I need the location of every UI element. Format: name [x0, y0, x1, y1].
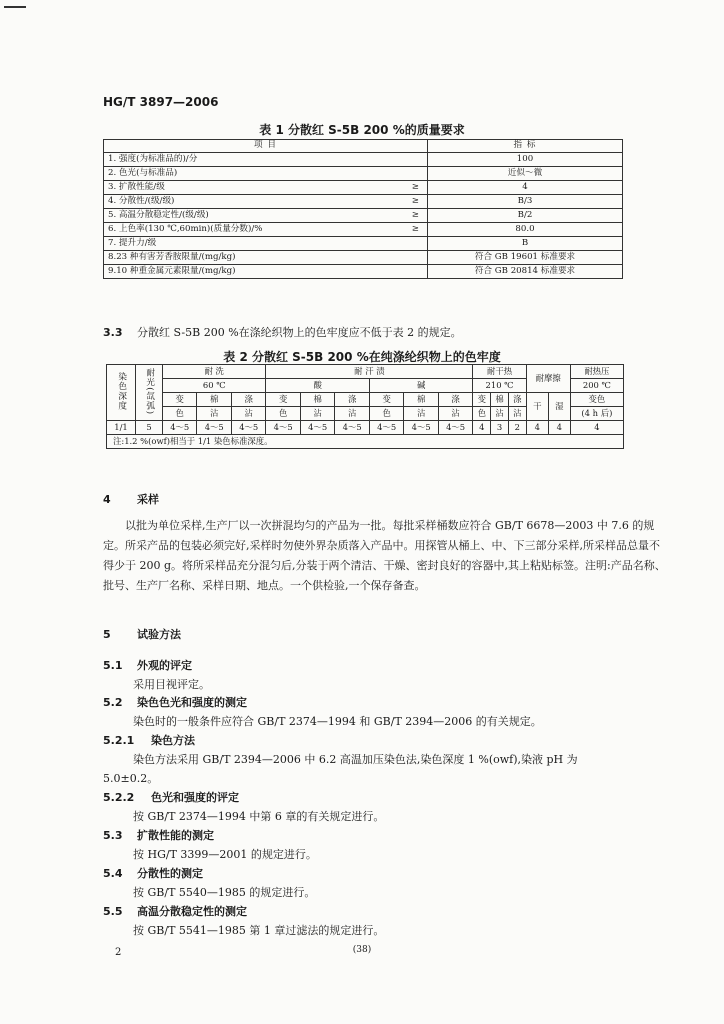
item-cell	[104, 195, 428, 209]
item-label: 5. 高温分散稳定性/(级/级)	[108, 209, 209, 220]
header-stain: 沾	[438, 407, 472, 421]
item-label: 2. 色光(与标准品)	[108, 167, 178, 178]
header-depth	[107, 365, 136, 421]
page-number: 2	[115, 947, 122, 958]
header-change: 变	[266, 393, 300, 407]
rub-cell: 4	[526, 421, 548, 435]
table-row	[104, 237, 623, 251]
header-depth-label: 染色深度	[116, 372, 127, 411]
header-stain: 沾	[491, 407, 509, 421]
header-poly: 涤	[335, 393, 369, 407]
item-label: 9.10 种重金属元素限量/(mg/kg)	[108, 265, 236, 276]
section-5-3-heading	[103, 827, 214, 843]
table1-title: 表 1 分散红 S-5B 200 %的质量要求	[259, 123, 465, 137]
wash-cell: 4～5	[197, 421, 231, 435]
section-5-2-1-heading	[103, 732, 195, 748]
section-5-2-2-text: 按 GB/T 2374—1994 中第 6 章的有关规定进行。	[133, 810, 385, 823]
header-stain: 沾	[197, 407, 231, 421]
hotpress-cell: 4	[570, 421, 623, 435]
item-symbol: ≥	[411, 223, 419, 234]
corner-mark	[4, 6, 26, 8]
section-title: 染色色光和强度的测定	[137, 696, 247, 709]
table1-col-item: 项 目	[104, 140, 428, 153]
header-color: 色	[473, 407, 491, 421]
table-row	[104, 181, 623, 195]
section-number: 5	[103, 628, 111, 641]
section-number: 5.2.2	[103, 791, 135, 804]
item-cell	[104, 209, 428, 223]
section-number: 5.4	[103, 867, 123, 880]
table-row	[104, 167, 623, 181]
table1	[103, 139, 623, 279]
value-cell: 4	[428, 181, 623, 195]
header-hotpress-temp: 200 ℃	[570, 379, 623, 393]
header-stain: 沾	[300, 407, 334, 421]
section-5-2-heading	[103, 694, 247, 710]
section-title: 分散性的测定	[137, 867, 203, 880]
header-dry: 干	[526, 393, 548, 421]
header-stain: 沾	[335, 407, 369, 421]
header-wash-temp: 60 ℃	[163, 379, 266, 393]
table-row	[104, 251, 623, 265]
section-5-1-heading	[103, 657, 192, 673]
wash-cell: 4～5	[231, 421, 265, 435]
table-row	[104, 223, 623, 237]
item-cell	[104, 251, 428, 265]
section-5-1-text: 采用目视评定。	[133, 678, 210, 691]
item-label: 1. 强度(为标准品的)/分	[108, 153, 198, 164]
section-5-4-text: 按 GB/T 5540—1985 的规定进行。	[133, 886, 316, 899]
section-number: 5.2	[103, 696, 123, 709]
header-poly: 涤	[508, 393, 526, 407]
value-cell: 80.0	[428, 223, 623, 237]
value-cell: 近似～微	[428, 167, 623, 181]
acid-cell: 4～5	[266, 421, 300, 435]
item-symbol: ≥	[411, 181, 419, 192]
section-3-3	[103, 324, 462, 340]
table-row	[104, 265, 623, 279]
item-symbol: ≥	[411, 195, 419, 206]
header-wash: 耐 洗	[163, 365, 266, 379]
alkali-cell: 4～5	[438, 421, 472, 435]
item-label: 8.23 种有害芳香胺限量/(mg/kg)	[108, 251, 236, 262]
header-cotton: 棉	[404, 393, 438, 407]
section-title: 扩散性能的测定	[137, 829, 214, 842]
section-5-2-2-heading	[103, 789, 239, 805]
section-4-heading	[103, 491, 159, 507]
section-number: 5.1	[103, 659, 123, 672]
dryheat-cell: 2	[508, 421, 526, 435]
alkali-cell: 4～5	[369, 421, 403, 435]
header-cotton: 棉	[197, 393, 231, 407]
item-cell	[104, 237, 428, 251]
value-cell: 100	[428, 153, 623, 167]
header-hotpress-change: 变色	[570, 393, 623, 407]
header-dryheat-temp: 210 ℃	[473, 379, 526, 393]
dryheat-cell: 4	[473, 421, 491, 435]
item-cell	[104, 223, 428, 237]
acid-cell: 4～5	[300, 421, 334, 435]
header-dryheat: 耐干热	[473, 365, 526, 379]
alkali-cell: 4～5	[404, 421, 438, 435]
item-cell	[104, 181, 428, 195]
item-label: 7. 提升力/级	[108, 237, 157, 248]
header-light	[136, 365, 163, 421]
header-stain: 沾	[231, 407, 265, 421]
section-title: 高温分散稳定性的测定	[137, 905, 247, 918]
table2	[106, 364, 624, 449]
table-row	[104, 153, 623, 167]
section-5-5-text: 按 GB/T 5541—1985 第 1 章过滤法的规定进行。	[133, 924, 385, 937]
dryheat-cell: 3	[491, 421, 509, 435]
section-number: 5.5	[103, 905, 123, 918]
light-cell: 5	[136, 421, 163, 435]
header-rub: 耐摩擦	[526, 365, 570, 393]
table2-header-row-1	[107, 365, 624, 379]
wash-cell: 4～5	[163, 421, 197, 435]
depth-cell: 1/1	[107, 421, 136, 435]
section-4-body: 以批为单位采样,生产厂以一次拼混均匀的产品为一批。每批采样桶数应符合 GB/T 6678—2003 中 7.6 的规定。所采产品的包装必须完好,采样时勿使外界杂质落入产品中。用探管从桶上、中、下三部分采样,所采样品总量不得少于 200 g。将所采样品充分混匀后,分装于两个清洁、干燥、密封良好的容器中,其上粘贴标签。注明:产品名称、批号、生产厂名称、采样日期、地点。一个供检验,一个保存备查。	[103, 519, 666, 592]
header-color: 色	[163, 407, 197, 421]
section-5-2-1-text-1: 染色方法采用 GB/T 2394—2006 中 6.2 高温加压染色法,染色深度 1 %(owf),染液 pH 为	[133, 753, 578, 766]
table2-header-row-3	[107, 393, 624, 407]
document-code: HG/T 3897—2006	[103, 95, 219, 109]
section-number: 5.3	[103, 829, 123, 842]
table-row	[107, 421, 624, 435]
section-5-heading	[103, 626, 181, 642]
table1-header-row	[104, 140, 623, 153]
header-stain: 沾	[508, 407, 526, 421]
section-5-3-text: 按 HG/T 3399—2001 的规定进行。	[133, 848, 317, 861]
header-hotpress-after: (4 h 后)	[570, 407, 623, 421]
section-title: 外观的评定	[137, 659, 192, 672]
section-5-4-heading	[103, 865, 203, 881]
header-cotton: 棉	[491, 393, 509, 407]
section-5-5-heading	[103, 903, 247, 919]
section-title: 采样	[137, 493, 159, 506]
item-label: 6. 上色率(130 ℃,60min)(质量分数)/%	[108, 223, 263, 234]
section-text: 分散红 S-5B 200 %在涤纶织物上的色牢度应不低于表 2 的规定。	[137, 326, 462, 339]
value-cell: B	[428, 237, 623, 251]
item-cell	[104, 265, 428, 279]
table2-note: 注:1.2 %(owf)相当于 1/1 染色标准深度。	[107, 435, 624, 449]
acid-cell: 4～5	[335, 421, 369, 435]
table2-note-row	[107, 435, 624, 449]
header-wet: 湿	[548, 393, 570, 421]
header-color: 色	[369, 407, 403, 421]
section-title: 试验方法	[137, 628, 181, 641]
section-number: 5.2.1	[103, 734, 135, 747]
section-5-2-text: 染色时的一般条件应符合 GB/T 2374—1994 和 GB/T 2394—2006 的有关规定。	[133, 715, 542, 728]
item-label: 4. 分散性/(级/级)	[108, 195, 175, 206]
header-change: 变	[369, 393, 403, 407]
table-row	[104, 209, 623, 223]
header-color: 色	[266, 407, 300, 421]
section-5-2-1-text-2: 5.0±0.2。	[103, 772, 159, 785]
header-light-label: 耐光(氙弧)	[144, 367, 155, 415]
header-stain: 沾	[404, 407, 438, 421]
table1-col-value: 指 标	[428, 140, 623, 153]
table2-title: 表 2 分散红 S-5B 200 %在纯涤纶织物上的色牢度	[223, 350, 501, 364]
section-title: 色光和强度的评定	[151, 791, 239, 804]
item-cell	[104, 153, 428, 167]
header-change: 变	[473, 393, 491, 407]
value-cell: B/3	[428, 195, 623, 209]
header-acid: 酸	[266, 379, 369, 393]
header-alkali: 碱	[369, 379, 472, 393]
header-poly: 涤	[231, 393, 265, 407]
header-hotpress: 耐热压	[570, 365, 623, 379]
section-number: 4	[103, 493, 111, 506]
section-number: 3.3	[103, 326, 123, 339]
item-symbol: ≥	[411, 209, 419, 220]
value-cell: 符合 GB 20814 标准要求	[428, 265, 623, 279]
value-cell: B/2	[428, 209, 623, 223]
rub-cell: 4	[548, 421, 570, 435]
item-cell	[104, 167, 428, 181]
header-poly: 涤	[438, 393, 472, 407]
page-sequence: (38)	[352, 945, 372, 955]
section-title: 染色方法	[151, 734, 195, 747]
item-label: 3. 扩散性能/级	[108, 181, 165, 192]
header-sweat: 耐 汗 渍	[266, 365, 473, 379]
table-row	[104, 195, 623, 209]
header-change: 变	[163, 393, 197, 407]
header-cotton: 棉	[300, 393, 334, 407]
value-cell: 符合 GB 19601 标准要求	[428, 251, 623, 265]
